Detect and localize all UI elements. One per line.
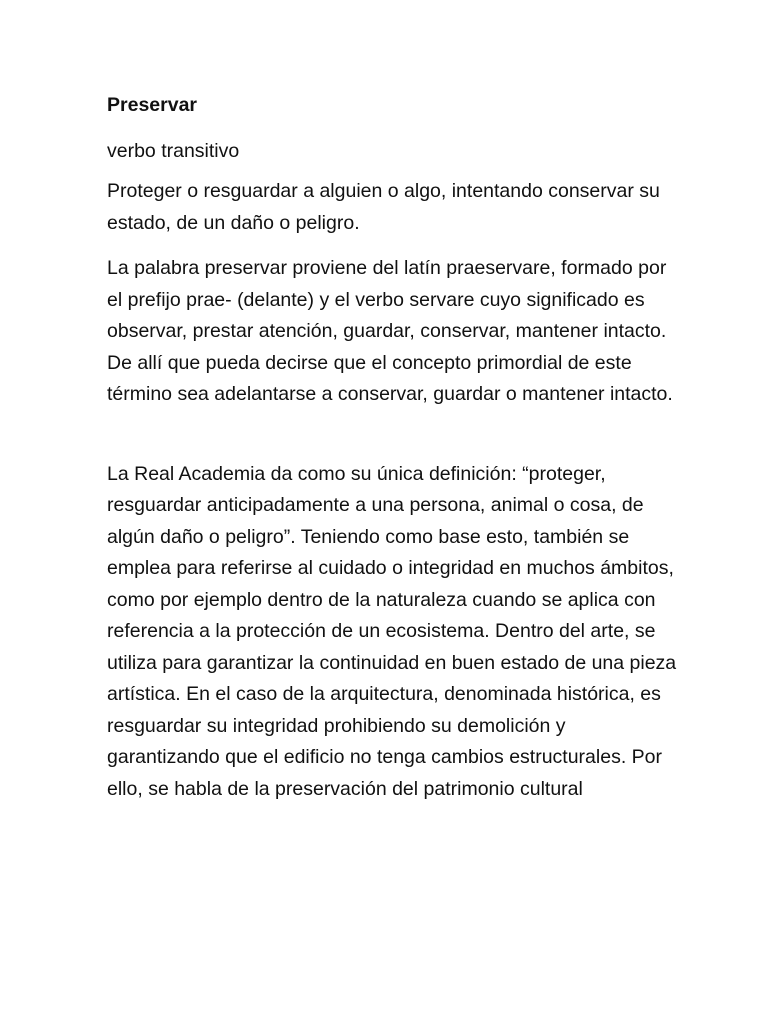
etymology-paragraph: La palabra preservar proviene del latín praeservare, formado por el prefijo prae- (delante) y el verbo servare cuyo significado es observar, prestar atención, guardar, conservar, mantener intacto. De allí que pueda decirse que el concepto primordial de este término sea adelantarse a conservar, guardar o mantener intacto. xyxy=(107,257,673,405)
document-body xyxy=(107,92,682,819)
document-title: Preservar xyxy=(107,94,197,116)
part-of-speech: verbo transitivo xyxy=(107,140,240,162)
usage-paragraph: La Real Academia da como su única definición: “proteger, resguardar anticipadamente a una persona, animal o cosa, de algún daño o peligro”. Teniendo como base esto, también se emplea para referirse al cuidado o integridad en muchos ámbitos, como por ejemplo dentro de la naturaleza cuando se aplica con referencia a la protección de un ecosistema. Dentro del arte, se utiliza para garantizar la continuidad en buen estado de una pieza artística. En el caso de la arquitectura, denominada histórica, es resguardar su integridad prohibiendo su demolición y garantizando que el edificio no tenga cambios estructurales. Por ello, se habla de la preservación del patrimonio cultural xyxy=(107,462,677,800)
definition-paragraph: Proteger o resguardar a alguien o algo, intentando conservar su estado, de un daño o peligro. xyxy=(107,180,660,234)
